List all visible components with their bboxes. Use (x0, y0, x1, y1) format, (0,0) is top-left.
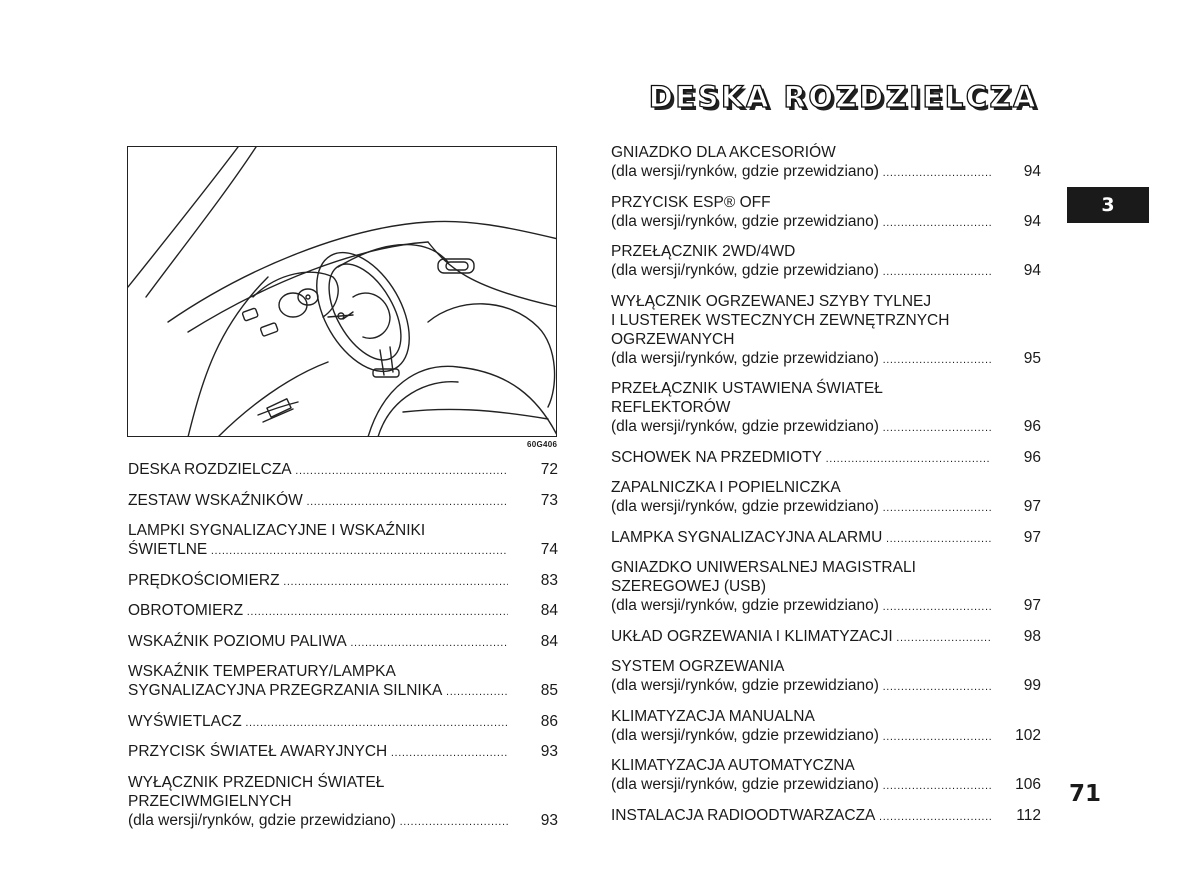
toc-entry-page: 97 (1023, 597, 1041, 614)
toc-entry (611, 448, 1041, 469)
toc-entry-title: PRZECIWMGIELNYCH (128, 792, 292, 810)
toc-entry-title: PRZYCISK ESP® OFF (611, 193, 771, 211)
toc-entry-title: PRZEŁĄCZNIK USTAWIENA ŚWIATEŁ (611, 380, 883, 397)
toc-entry-page: 73 (540, 491, 558, 509)
toc-entry-label: LAMPKA SYGNALIZACYJNA ALARMU ..... (611, 528, 991, 549)
toc-entry (611, 379, 1041, 438)
toc-entry-page: 94 (1023, 262, 1041, 279)
toc-entry-label: WSKAŹNIK POZIOMU PALIWA ..... (128, 632, 508, 653)
toc-entry-label: (dla wersji/rynków, gdzie przewidziano) ..... (611, 726, 991, 747)
toc-entry (611, 806, 1041, 827)
toc-entry-title: WYŁĄCZNIK PRZEDNICH ŚWIATEŁ (128, 773, 385, 791)
toc-entry (128, 662, 558, 702)
toc-entry-page: 94 (1023, 212, 1041, 230)
toc-entry-title: OGRZEWANYCH (611, 330, 735, 348)
toc-entry (611, 242, 1041, 282)
toc-entry-label: (dla wersji/rynków, gdzie przewidziano) ..... (611, 676, 991, 697)
toc-entry-page: 72 (540, 461, 558, 478)
toc-entry (128, 742, 558, 763)
toc-entry-title: WYŁĄCZNIK OGRZEWANEJ SZYBY TYLNEJ (611, 292, 932, 310)
toc-entry-label: (dla wersji/rynków, gdzie przewidziano) ..... (611, 596, 991, 617)
toc-entry-label: (dla wersji/rynków, gdzie przewidziano) ..... (611, 775, 991, 796)
toc-entry (611, 143, 1041, 183)
toc-entry (611, 528, 1041, 549)
page-number: 71 (1069, 781, 1102, 807)
toc-entry-page: 93 (540, 743, 558, 760)
toc-entry-label: INSTALACJA RADIOODTWARZACZA ..... (611, 806, 991, 827)
toc-entry-label: OBROTOMIERZ ..... (128, 601, 508, 622)
toc-entry-label: PRĘDKOŚCIOMIERZ ..... (128, 571, 508, 592)
toc-entry-label: (dla wersji/rynków, gdzie przewidziano) ..... (611, 497, 991, 518)
toc-right-column (611, 143, 1041, 836)
toc-entry-page: 74 (540, 541, 558, 558)
toc-entry (128, 601, 558, 622)
toc-entry-page: 84 (540, 602, 558, 619)
toc-entry-title: SZEREGOWEJ (USB) (611, 578, 767, 595)
toc-entry-title: KLIMATYZACJA MANUALNA (611, 707, 815, 725)
toc-entry-label: ŚWIETLNE ..... (128, 540, 508, 561)
toc-entry-title: I LUSTEREK WSTECZNYCH ZEWNĘTRZNYCH (611, 311, 950, 329)
toc-left-column (128, 460, 558, 841)
toc-entry-label: SYGNALIZACYJNA PRZEGRZANIA SILNIKA ..... (128, 681, 508, 702)
toc-entry (611, 478, 1041, 518)
toc-entry-page: 94 (1023, 163, 1041, 180)
toc-entry (128, 632, 558, 653)
toc-entry-label: ZESTAW WSKAŹNIKÓW ..... (128, 491, 508, 512)
toc-entry-label: DESKA ROZDZIELCZA ..... (128, 460, 508, 481)
dashboard-illustration (127, 146, 557, 437)
toc-entry (128, 521, 558, 561)
toc-entry (611, 558, 1041, 617)
toc-entry-title: GNIAZDKO DLA AKCESORIÓW (611, 144, 836, 161)
toc-entry-title: KLIMATYZACJA AUTOMATYCZNA (611, 757, 855, 774)
toc-entry-page: 98 (1023, 627, 1041, 645)
toc-entry-title: LAMPKI SYGNALIZACYJNE I WSKAŹNIKI (128, 522, 426, 539)
toc-entry-label: UKŁAD OGRZEWANIA I KLIMATYZACJI ..... (611, 627, 991, 648)
toc-entry-page: 95 (1023, 349, 1041, 367)
toc-entry-label: (dla wersji/rynków, gdzie przewidziano) ..... (611, 417, 991, 438)
toc-entry (128, 773, 558, 832)
toc-entry (611, 193, 1041, 233)
toc-entry (128, 491, 558, 512)
toc-entry-label: PRZYCISK ŚWIATEŁ AWARYJNYCH ..... (128, 742, 508, 763)
toc-entry-title: REFLEKTORÓW (611, 399, 731, 416)
toc-entry-page: 106 (1015, 776, 1041, 793)
toc-entry-page: 86 (540, 712, 558, 730)
toc-entry (611, 756, 1041, 796)
toc-entry (611, 627, 1041, 648)
toc-entry-label: WYŚWIETLACZ ..... (128, 712, 508, 733)
toc-entry-page: 97 (1023, 528, 1041, 546)
toc-entry-page: 83 (540, 571, 558, 589)
toc-entry (128, 712, 558, 733)
toc-entry (611, 707, 1041, 747)
toc-entry-page: 96 (1023, 448, 1041, 466)
page-title: DESKA ROZDZIELCZA (648, 80, 1038, 114)
toc-entry-page: 93 (540, 811, 558, 829)
toc-entry-page: 112 (1016, 806, 1041, 824)
toc-entry-label: (dla wersji/rynków, gdzie przewidziano) ..... (611, 212, 991, 233)
image-code: 60G406 (527, 440, 558, 449)
chapter-tab: 3 (1067, 187, 1149, 223)
toc-entry-page: 102 (1015, 726, 1041, 744)
toc-entry-page: 97 (1023, 498, 1041, 515)
toc-entry-title: SYSTEM OGRZEWANIA (611, 658, 785, 675)
toc-entry-page: 84 (540, 632, 558, 650)
toc-entry-label: SCHOWEK NA PRZEDMIOTY ..... (611, 448, 991, 469)
toc-entry (611, 657, 1041, 697)
toc-entry-label: (dla wersji/rynków, gdzie przewidziano) ..... (611, 349, 991, 370)
toc-entry (611, 292, 1041, 370)
toc-entry-label: (dla wersji/rynków, gdzie przewidziano) ..... (611, 261, 991, 282)
toc-entry (128, 460, 558, 481)
toc-entry-label: (dla wersji/rynków, gdzie przewidziano) ..... (611, 162, 991, 183)
toc-entry-title: GNIAZDKO UNIWERSALNEJ MAGISTRALI (611, 559, 916, 576)
toc-entry (128, 571, 558, 592)
toc-entry-title: WSKAŹNIK TEMPERATURY/LAMPKA (128, 663, 396, 680)
toc-entry-page: 85 (540, 682, 558, 699)
toc-entry-page: 96 (1023, 418, 1041, 435)
toc-entry-page: 99 (1023, 677, 1041, 694)
toc-entry-label: (dla wersji/rynków, gdzie przewidziano) ..... (128, 811, 508, 832)
toc-entry-title: PRZEŁĄCZNIK 2WD/4WD (611, 243, 796, 260)
toc-entry-title: ZAPALNICZKA I POPIELNICZKA (611, 479, 841, 496)
